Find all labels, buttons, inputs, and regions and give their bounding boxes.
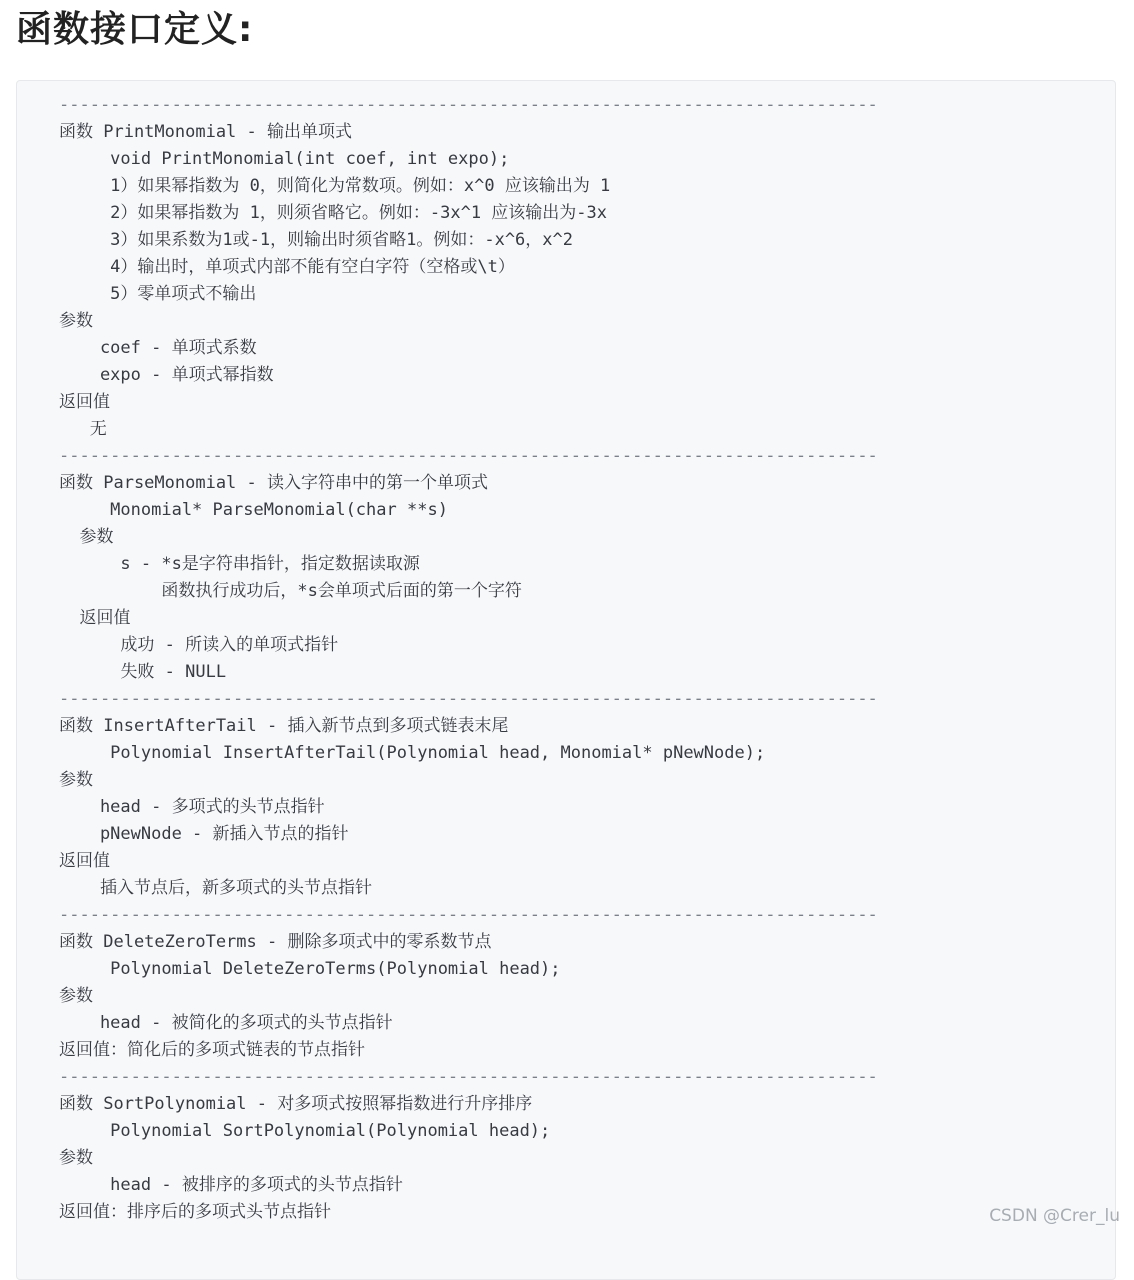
code-lines xyxy=(59,92,878,1226)
code-line: 返回值：排序后的多项式头节点指针 xyxy=(59,1202,331,1222)
code-line: 3）如果系数为1或-1，则输出时须省略1。例如：-x^6，x^2 xyxy=(59,230,573,250)
code-line: Polynomial InsertAfterTail(Polynomial head, Monomial* pNewNode); xyxy=(59,743,766,763)
code-block xyxy=(16,80,1116,1280)
watermark: CSDN @Crer_lu xyxy=(989,1206,1120,1226)
code-line: 返回值 xyxy=(59,392,110,412)
code-line: head - 被排序的多项式的头节点指针 xyxy=(59,1175,403,1195)
code-line: 成功 - 所读入的单项式指针 xyxy=(59,635,339,655)
code-line: 无 xyxy=(59,419,107,439)
code-line: 函数 PrintMonomial - 输出单项式 xyxy=(59,122,352,142)
code-line: expo - 单项式幂指数 xyxy=(59,365,274,385)
code-line: 1）如果幂指数为 0，则简化为常数项。例如：x^0 应该输出为 1 xyxy=(59,176,611,196)
code-line: Monomial* ParseMonomial(char **s) xyxy=(59,500,448,520)
code-line: 函数 SortPolynomial - 对多项式按照幂指数进行升序排序 xyxy=(59,1094,533,1114)
code-line: 失败 - NULL xyxy=(59,662,227,682)
separator-line: -------------------------------------------------------------------------------- xyxy=(59,1067,878,1087)
code-line: head - 多项式的头节点指针 xyxy=(59,797,325,817)
separator-line: -------------------------------------------------------------------------------- xyxy=(59,905,878,925)
code-line: void PrintMonomial(int coef, int expo); xyxy=(59,149,510,169)
code-line: 参数 xyxy=(59,311,93,331)
code-line: s - *s是字符串指针，指定数据读取源 xyxy=(59,554,420,574)
code-line: 函数 InsertAfterTail - 插入新节点到多项式链表末尾 xyxy=(59,716,509,736)
code-line: 4）输出时，单项式内部不能有空白字符（空格或\t） xyxy=(59,257,515,277)
code-line: pNewNode - 新插入节点的指针 xyxy=(59,824,349,844)
code-line: 参数 xyxy=(59,527,114,547)
code-line: 返回值 xyxy=(59,608,131,628)
code-line: 返回值 xyxy=(59,851,110,871)
code-line: 参数 xyxy=(59,986,93,1006)
code-line: 函数执行成功后，*s会单项式后面的第一个字符 xyxy=(59,581,522,601)
code-line: head - 被简化的多项式的头节点指针 xyxy=(59,1013,393,1033)
separator-line: -------------------------------------------------------------------------------- xyxy=(59,446,878,466)
code-line: 参数 xyxy=(59,1148,93,1168)
code-line: 函数 DeleteZeroTerms - 删除多项式中的零系数节点 xyxy=(59,932,492,952)
code-line: 2）如果幂指数为 1，则须省略它。例如：-3x^1 应该输出为-3x xyxy=(59,203,607,223)
separator-line: -------------------------------------------------------------------------------- xyxy=(59,689,878,709)
code-line: 函数 ParseMonomial - 读入字符串中的第一个单项式 xyxy=(59,473,488,493)
code-line: coef - 单项式系数 xyxy=(59,338,257,358)
code-line: 插入节点后，新多项式的头节点指针 xyxy=(59,878,372,898)
code-line: Polynomial DeleteZeroTerms(Polynomial head); xyxy=(59,959,561,979)
code-line: 返回值：简化后的多项式链表的节点指针 xyxy=(59,1040,365,1060)
separator-line: -------------------------------------------------------------------------------- xyxy=(59,95,878,115)
page-title: 函数接口定义: xyxy=(16,9,254,50)
code-line: 参数 xyxy=(59,770,93,790)
code-line: 5）零单项式不输出 xyxy=(59,284,257,304)
code-line: Polynomial SortPolynomial(Polynomial head); xyxy=(59,1121,551,1141)
